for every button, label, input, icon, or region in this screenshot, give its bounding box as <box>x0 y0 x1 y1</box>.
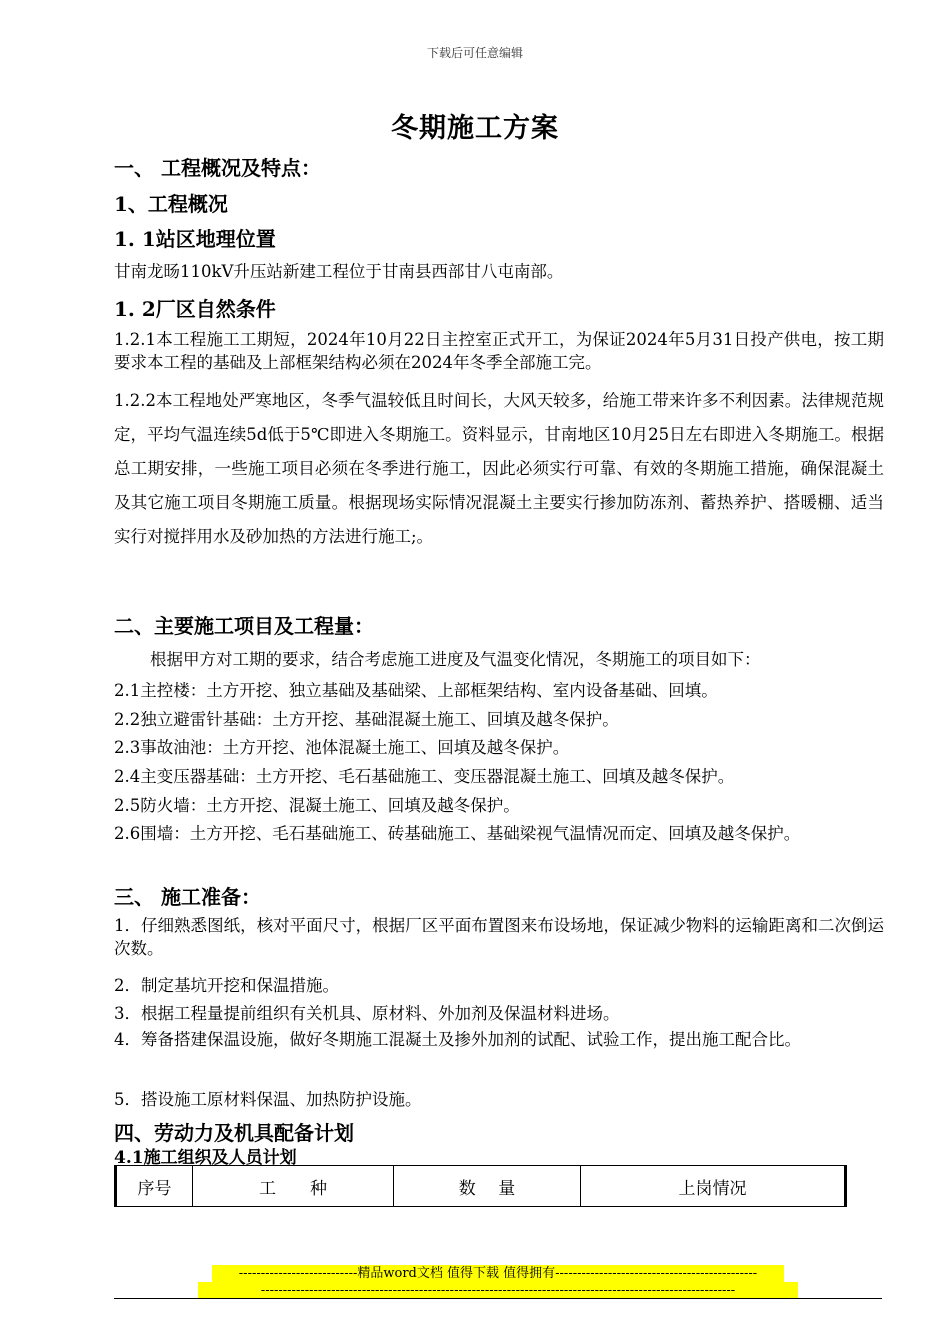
document-title: 冬期施工方案 <box>391 113 559 144</box>
subsection-1-heading: 1、工程概况 <box>114 192 228 216</box>
list-item: 3．根据工程量提前组织有关机具、原材料、外加剂及保温材料进场。 <box>114 1004 620 1023</box>
footer-rule <box>114 1298 882 1299</box>
section-3-heading: 三、 施工准备： <box>114 885 261 909</box>
list-item: 2．制定基坑开挖和保温措施。 <box>114 976 339 995</box>
list-item: 2.3事故油池：土方开挖、池体混凝土施工、回填及越冬保护。 <box>114 738 570 757</box>
subsection-4-1-heading: 4.1施工组织及人员计划 <box>114 1148 297 1168</box>
table-header-cell: 上岗情况 <box>581 1166 846 1207</box>
list-item: 2.2独立避雷针基础：土方开挖、基础混凝土施工、回填及越冬保护。 <box>114 710 619 729</box>
paragraph-1-2-2: 1.2.2本工程地处严寒地区，冬季气温较低且时间长，大风天较多，给施工带来许多不利因素。法律规范规定，平均气温连续5d低于5℃即进入冬期施工。资料显示，甘南地区10月25日左右即进入冬期施工。根据总工期安排，一些施工项目必须在冬季进行施工，因此必须实行可靠、有效的冬期施工措施，确保混凝土及其它施工项目冬期施工质量。根据现场实际情况混凝土主要实行掺加防冻剂、蓄热养护、搭暖棚、适当实行对搅拌用水及砂加热的方法进行施工;。 <box>114 391 884 546</box>
list-item: 2.1主控楼：土方开挖、独立基础及基础梁、上部框架结构、室内设备基础、回填。 <box>114 681 718 700</box>
table-header-cell: 工 种 <box>193 1166 394 1207</box>
list-item: 4．筹备搭建保温设施，做好冬期施工混凝土及掺外加剂的试配、试验工作，提出施工配合比。 <box>114 1030 801 1049</box>
footer-banner: ---------------------------精品word文档 值得下载 值得拥有---------------------------------------------- <box>212 1265 784 1282</box>
section-4-heading: 四、劳动力及机具配备计划 <box>114 1121 354 1145</box>
subsection-1-2-heading: 1. 2厂区自然条件 <box>114 297 276 321</box>
list-item: 2.4主变压器基础：土方开挖、毛石基础施工、变压器混凝土施工、回填及越冬保护。 <box>114 767 735 786</box>
list-item: 5．搭设施工原材料保温、加热防护设施。 <box>114 1090 422 1109</box>
staff-plan-table <box>114 1165 847 1207</box>
section-1-heading: 一、 工程概况及特点： <box>114 156 321 180</box>
section-2-intro: 根据甲方对工期的要求，结合考虑施工进度及气温变化情况，冬期施工的项目如下： <box>150 650 761 669</box>
list-item: 1．仔细熟悉图纸，核对平面尺寸，根据厂区平面布置图来布设场地，保证减少物料的运输距离和二次倒运次数。 <box>114 916 884 958</box>
header-note: 下载后可任意编辑 <box>426 46 523 60</box>
table-header-cell: 数 量 <box>394 1166 581 1207</box>
list-item: 2.5防火墙：土方开挖、混凝土施工、回填及越冬保护。 <box>114 796 520 815</box>
paragraph-1-2-1: 1.2.1本工程施工工期短，2024年10月22日主控室正式开工，为保证2024年5月31日投产供电，按工期要求本工程的基础及上部框架结构必须在2024年冬季全部施工完。 <box>114 330 884 372</box>
section-2-heading: 二、主要施工项目及工程量： <box>114 614 374 638</box>
table-header-cell: 序号 <box>116 1166 193 1207</box>
table-header-row <box>116 1166 846 1207</box>
list-item: 2.6围墙：土方开挖、毛石基础施工、砖基础施工、基础梁视气温情况而定、回填及越冬保护。 <box>114 824 801 843</box>
subsection-1-1-heading: 1. 1站区地理位置 <box>114 227 276 251</box>
paragraph-1-1: 甘南龙旸110kV升压站新建工程位于甘南县西部甘八屯南部。 <box>114 262 564 281</box>
footer-dash-line: ------------------------------------------------------------------------------------------------------------ <box>198 1282 798 1299</box>
